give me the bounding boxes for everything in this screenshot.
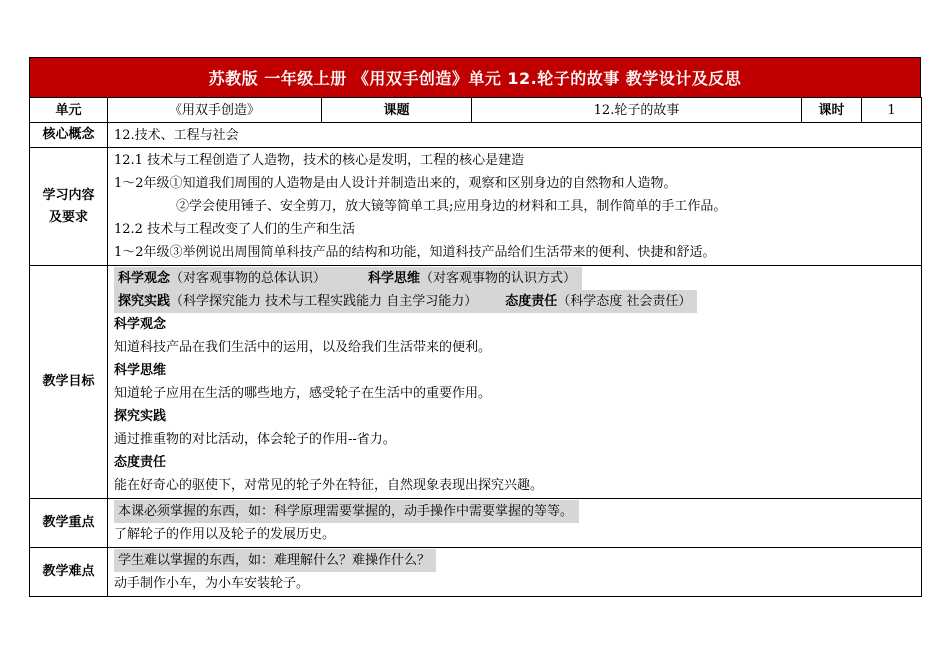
lesson-value: 12.轮子的故事	[472, 98, 802, 123]
lesson-plan-document	[29, 57, 921, 597]
requirement-line: 1～2年级①知道我们周围的人造物是由人设计并制造出来的，观察和区别身边的自然物和人造物。	[114, 176, 677, 191]
legend-concept-title: 科学观念	[118, 271, 171, 286]
legend-practice-note: （科学探究能力 技术与工程实践能力 自主学习能力）	[170, 294, 478, 309]
goal-heading: 科学思维	[114, 363, 167, 378]
legend-thinking-note: （对客观事物的认识方式）	[420, 271, 577, 286]
legend-practice-title: 探究实践	[118, 294, 171, 309]
goal-text: 知道科技产品在我们生活中的运用，以及给我们生活带来的便利。	[114, 340, 492, 355]
lesson-plan-table	[29, 97, 922, 597]
difficulties-content	[108, 548, 922, 597]
key-points-text: 了解轮子的作用以及轮子的发展历史。	[114, 527, 336, 542]
legend-concept-note: （对客观事物的总体认识）	[170, 271, 327, 286]
core-concept-value: 12.技术、工程与社会	[108, 123, 922, 148]
document-title: 苏教版 一年级上册 《用双手创造》单元 12.轮子的故事 教学设计及反思	[29, 57, 921, 97]
goal-text: 知道轮子应用在生活的哪些地方，感受轮子在生活中的重要作用。	[114, 386, 492, 401]
key-points-hint: 本课必须掌握的东西，如：科学原理需要掌握的，动手操作中需要掌握的等等。	[114, 500, 579, 523]
difficulties-text: 动手制作小车，为小车安装轮子。	[114, 576, 310, 591]
requirement-line: 1～2年级③举例说出周围简单科技产品的结构和功能，知道科技产品给们生活带来的便利、快捷和舒适。	[114, 245, 716, 260]
goals-legend-concept	[114, 267, 582, 290]
requirement-line: ②学会使用锤子、安全剪刀，放大镜等简单工具;应用身边的材料和工具，制作简单的手工作品。	[176, 199, 727, 214]
goal-heading: 科学观念	[114, 317, 167, 332]
unit-label: 单元	[30, 98, 108, 123]
key-points-label: 教学重点	[30, 499, 108, 548]
legend-attitude-note: （科学态度 社会责任）	[557, 294, 692, 309]
requirements-label	[30, 148, 108, 266]
goals-legend-row1	[114, 267, 915, 290]
goals-content	[108, 266, 922, 499]
requirements-content	[108, 148, 922, 266]
core-concept-label: 核心概念	[30, 123, 108, 148]
unit-value: 《用双手创造》	[108, 98, 322, 123]
key-points-row	[30, 499, 922, 548]
goal-heading: 态度责任	[114, 455, 167, 470]
requirements-label-line1: 学习内容	[42, 187, 95, 203]
lesson-label: 课题	[322, 98, 472, 123]
goal-text: 能在好奇心的驱使下，对常见的轮子外在特征，自然现象表现出探究兴趣。	[114, 478, 544, 493]
header-row	[30, 98, 922, 123]
difficulties-hint: 学生难以掌握的东西，如：难理解什么？难操作什么？	[114, 549, 436, 572]
goal-heading: 探究实践	[114, 409, 167, 424]
goals-row	[30, 266, 922, 499]
period-label: 课时	[802, 98, 862, 123]
goals-legend-practice	[114, 290, 697, 313]
key-points-content	[108, 499, 922, 548]
legend-thinking-title: 科学思维	[368, 271, 421, 286]
goals-label: 教学目标	[30, 266, 108, 499]
requirements-label-line2: 及要求	[48, 209, 88, 225]
core-concept-row	[30, 123, 922, 148]
difficulties-label: 教学难点	[30, 548, 108, 597]
difficulties-row	[30, 548, 922, 597]
goals-legend-row2	[114, 290, 915, 313]
requirement-line: 12.1 技术与工程创造了人造物，技术的核心是发明，工程的核心是建造	[114, 153, 525, 168]
legend-attitude-title: 态度责任	[505, 294, 558, 309]
requirement-line: 12.2 技术与工程改变了人们的生产和生活	[114, 222, 356, 237]
requirements-row	[30, 148, 922, 266]
period-value: 1	[862, 98, 922, 123]
goal-text: 通过推重物的对比活动，体会轮子的作用--省力。	[114, 432, 396, 447]
